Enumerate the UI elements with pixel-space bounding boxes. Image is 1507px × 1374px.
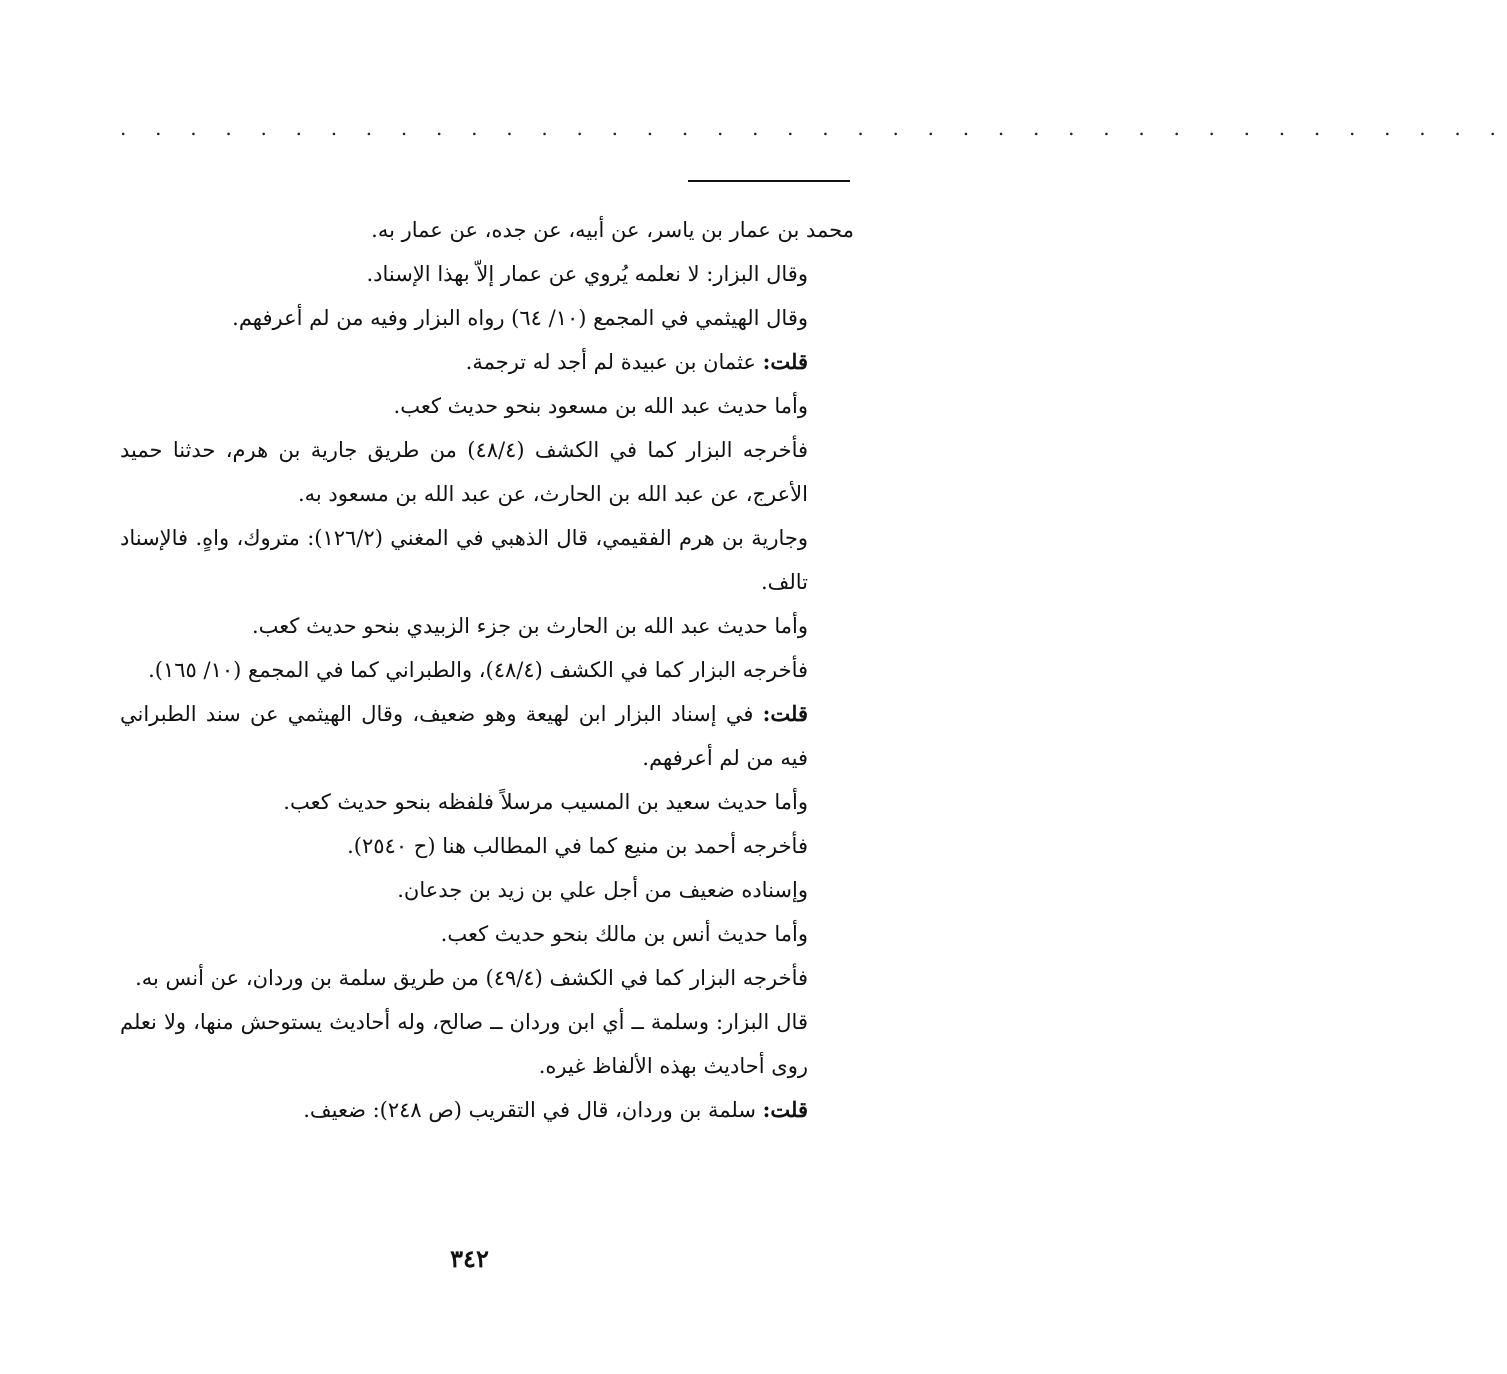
qultu-label: قلت: [762,349,808,374]
paragraph: قلت: في إسناد البزار ابن لهيعة وهو ضعيف، وقال الهيثمي عن سند الطبراني فيه من لم أعرفهم. [120,701,808,770]
paragraph: فأخرجه البزار كما في الكشف (٤٨/٤)، والطبراني كما في المجمع (١٠/ ١٦٥). [148,658,808,682]
footnote-rule [688,180,850,182]
paragraph: قال البزار: وسلمة ــ أي ابن وردان ــ صالح، وله أحاديث يستوحش منها، ولا نعلم روى أحاديث بهذه الألفاظ غيره. [120,1010,808,1078]
separator-dots: . . . . . . . . . . . . . . . . . . . . . . . . . . . . . . . . . . . . . . . . [120,116,1507,140]
paragraph: وجارية بن هرم الفقيمي، قال الذهبي في المغني (١٢٦/٢): متروك، واهٍ. فالإسناد تالف. [120,526,808,594]
qultu-label: قلت: [762,701,808,726]
paragraph: وقال البزار: لا نعلمه يُروي عن عمار إلاّ بهذا الإسناد. [366,262,808,286]
paragraph: محمد بن عمار بن ياسر، عن أبيه، عن جده، عن عمار به. [371,218,854,242]
page-body [120,208,854,1132]
paragraph: فأخرجه البزار كما في الكشف (٤٩/٤) من طريق سلمة بن وردان، عن أنس به. [135,966,808,990]
paragraph: قلت: عثمان بن عبيدة لم أجد له ترجمة. [465,349,808,374]
paragraph: وأما حديث عبد الله بن الحارث بن جزء الزبيدي بنحو حديث كعب. [252,614,808,638]
paragraph: قلت: سلمة بن وردان، قال في التقريب (ص ٢٤٨): ضعيف. [303,1097,808,1122]
paragraph: فأخرجه أحمد بن منيع كما في المطالب هنا (ح ٢٥٤٠). [347,834,808,858]
paragraph: وأما حديث أنس بن مالك بنحو حديث كعب. [440,922,808,946]
page-number: ٣٤٢ [450,1244,489,1273]
paragraph: وقال الهيثمي في المجمع (١٠/ ٦٤) رواه البزار وفيه من لم أعرفهم. [232,306,808,330]
paragraph: فأخرجه البزار كما في الكشف (٤٨/٤) من طريق جارية بن هرم، حدثنا حميد الأعرج، عن عبد الله بن الحارث، عن عبد الله بن مسعود به. [120,438,809,506]
paragraph: وأما حديث سعيد بن المسيب مرسلاً فلفظه بنحو حديث كعب. [283,790,808,814]
paragraph: وإسناده ضعيف من أجل علي بن زيد بن جدعان. [397,878,808,902]
qultu-label: قلت: [762,1097,808,1122]
paragraph: وأما حديث عبد الله بن مسعود بنحو حديث كعب. [393,394,808,418]
